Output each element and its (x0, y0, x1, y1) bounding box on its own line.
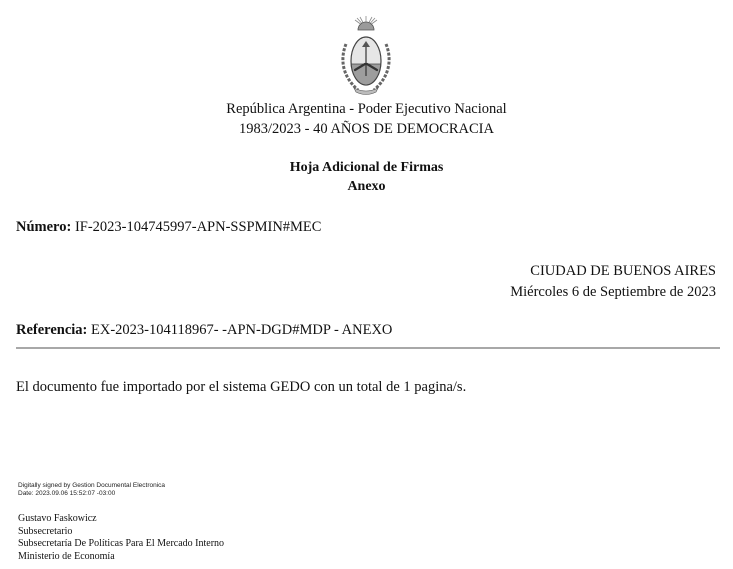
digital-signature-signed-by: Digitally signed by Gestion Documental Electronica (18, 482, 166, 489)
body-paragraph: El documento fue importado por el sistema GEDO con un total de 1 pagina/s. (16, 379, 467, 395)
header-motto-line: 1983/2023 - 40 AÑOS DE DEMOCRACIA (239, 121, 494, 137)
signer-position: Subsecretario (18, 525, 73, 537)
numero-label: Número: (16, 219, 72, 235)
document-title: Hoja Adicional de Firmas (289, 160, 444, 175)
referencia-row (16, 321, 392, 339)
digital-signature-date: Date: 2023.09.06 15:52:07 -03:00 (18, 489, 116, 497)
header-country-line: República Argentina - Poder Ejecutivo Nacional (226, 101, 507, 117)
place-date: Miércoles 6 de Septiembre de 2023 (510, 284, 716, 300)
argentina-coat-of-arms-icon (336, 14, 396, 96)
place-city: CIUDAD DE BUENOS AIRES (530, 263, 716, 279)
signer-name: Gustavo Faskowicz (18, 513, 97, 524)
numero-value: IF-2023-104745997-APN-SSPMIN#MEC (74, 219, 322, 235)
signer-ministry: Ministerio de Economía (18, 550, 115, 562)
signer-office: Subsecretaría De Políticas Para El Mercado Interno (18, 538, 225, 549)
referencia-value: EX-2023-104118967- -APN-DGD#MDP - ANEXO (91, 322, 393, 338)
document-subtitle: Anexo (347, 179, 386, 194)
referencia-label: Referencia: (16, 322, 88, 338)
numero-row (16, 218, 321, 236)
signer-block (18, 513, 224, 563)
section-divider (16, 347, 720, 349)
digital-signature-stamp (18, 482, 165, 497)
